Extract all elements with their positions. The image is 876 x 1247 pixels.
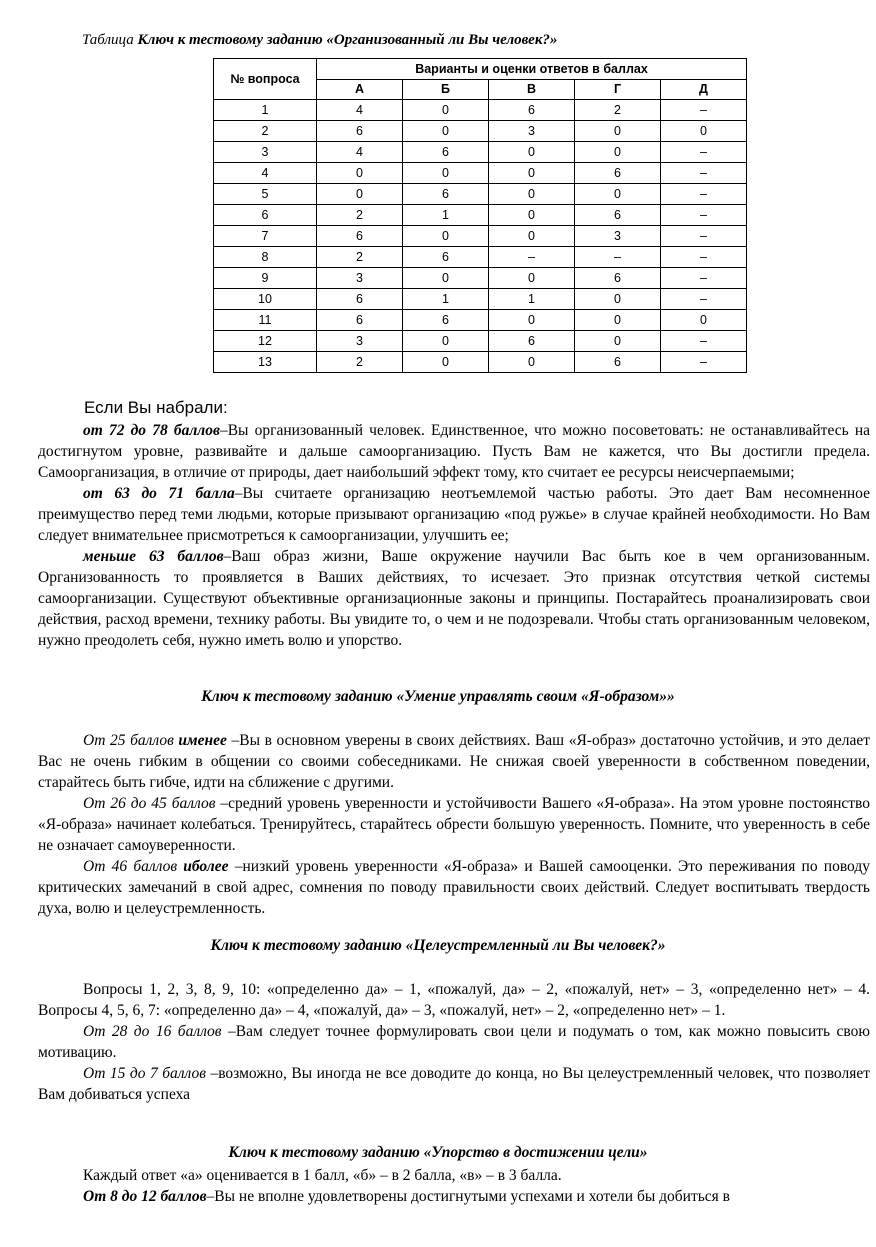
table-row	[214, 163, 747, 184]
answer-option-header: В	[489, 80, 575, 100]
section-heading-self-image: Ключ к тестовому заданию «Умение управлять своим «Я-образом»»	[201, 688, 675, 705]
score-cell: 0	[489, 268, 575, 289]
score-cell: –	[661, 184, 747, 205]
table-row	[214, 142, 747, 163]
score-cell: –	[661, 100, 747, 121]
score-cell: 0	[489, 142, 575, 163]
score-cell: 6	[489, 331, 575, 352]
score-cell: 6	[403, 184, 489, 205]
table-caption-title: Ключ к тестовому заданию «Организованный ли Вы человек?»	[133, 32, 558, 48]
score-cell: –	[661, 163, 747, 184]
section-self-image-results	[38, 730, 870, 919]
result-paragraph: от 63 до 71 балла–Вы считаете организацию неотъемлемой частью работы. Это дает Вам несомненное преимущество перед теми людьми, которые призывают организацию «под ружье» в случае крайней необходимости. Но Вам следует внимательнее присмотреться к самоорганизации, улучшить ее;	[38, 485, 870, 544]
scoring-paragraph: Каждый ответ «а» оценивается в 1 балл, «б» – в 2 балла, «в» – в 3 балла.	[83, 1167, 562, 1184]
question-number-cell: 6	[214, 205, 317, 226]
score-cell: 0	[489, 226, 575, 247]
score-cell: 0	[403, 226, 489, 247]
table-row	[214, 289, 747, 310]
score-cell: 0	[403, 121, 489, 142]
table-row	[214, 121, 747, 142]
score-cell: 0	[403, 352, 489, 373]
score-cell: 6	[317, 121, 403, 142]
section-persistence-results	[38, 1165, 870, 1207]
score-cell: 0	[575, 184, 661, 205]
score-cell: 0	[317, 163, 403, 184]
score-cell: 6	[403, 247, 489, 268]
answer-key-table	[213, 58, 747, 373]
result-paragraph: От 8 до 12 баллов–Вы не вполне удовлетворены достигнутыми успехами и хотели бы добиться в	[83, 1188, 730, 1205]
score-cell: 0	[489, 352, 575, 373]
score-cell: 4	[317, 100, 403, 121]
table-row	[214, 310, 747, 331]
score-cell: 0	[489, 163, 575, 184]
section-purposeful-results	[38, 979, 870, 1105]
question-number-cell: 8	[214, 247, 317, 268]
question-number-cell: 5	[214, 184, 317, 205]
score-cell: 6	[575, 163, 661, 184]
table-row	[214, 226, 747, 247]
answer-option-header: А	[317, 80, 403, 100]
table-row	[214, 268, 747, 289]
score-cell: 3	[489, 121, 575, 142]
score-cell: 2	[575, 100, 661, 121]
table-row	[214, 205, 747, 226]
section-heading-persistence: Ключ к тестовому заданию «Упорство в достижении цели»	[228, 1144, 648, 1161]
result-paragraph: От 15 до 7 баллов –возможно, Вы иногда не все доводите до конца, но Вы целеустремленный человек, что позволяет Вам добиваться успеха	[38, 1065, 870, 1103]
score-cell: –	[661, 247, 747, 268]
score-cell: 6	[489, 100, 575, 121]
score-cell: 1	[403, 289, 489, 310]
score-cell: –	[661, 352, 747, 373]
score-cell: 0	[575, 289, 661, 310]
score-cell: 1	[489, 289, 575, 310]
score-cell: 0	[317, 184, 403, 205]
question-number-cell: 2	[214, 121, 317, 142]
section-heading-purposeful: Ключ к тестовому заданию «Целеустремленный ли Вы человек?»	[210, 937, 666, 954]
table-row	[214, 352, 747, 373]
score-cell: 6	[317, 226, 403, 247]
score-cell: 6	[317, 310, 403, 331]
score-cell: 0	[575, 331, 661, 352]
score-cell: 0	[575, 310, 661, 331]
score-cell: 2	[317, 352, 403, 373]
score-cell: 0	[575, 121, 661, 142]
score-cell: 6	[403, 142, 489, 163]
answer-option-header: Г	[575, 80, 661, 100]
result-paragraph: От 25 баллов именее –Вы в основном уверены в своих действиях. Ваш «Я-образ» достаточно устойчив, и это делает Вас не очень гибким в общении со своими собеседниками. Не снижая своей уверенности в собственном поведении, старайтесь быть гибче, идти на сближение с другими.	[38, 732, 871, 791]
question-number-cell: 4	[214, 163, 317, 184]
score-cell: 0	[403, 268, 489, 289]
result-paragraph: От 28 до 16 баллов –Вам следует точнее формулировать свои цели и подумать о том, как можно повысить свою мотивацию.	[38, 1023, 870, 1061]
score-cell: 1	[403, 205, 489, 226]
score-cell: 0	[403, 163, 489, 184]
answer-option-header: Б	[403, 80, 489, 100]
question-number-cell: 7	[214, 226, 317, 247]
score-cell: 0	[489, 205, 575, 226]
result-paragraph: меньше 63 баллов–Ваш образ жизни, Ваше окружение научили Вас быть кое в чем организованным. Организованность то проявляется в Ваших действиях, то исчезает. Это признак отсутствия четкой системы самоорганизации. Существуют объективные организационные законы и принципы. Постарайтесь проанализировать свои действия, расход времени, технику работы. Вы увидите то, о чем и не подозревали. Чтобы стать организованным человеком, нужно преодолеть себя, нужно иметь волю и упорство.	[38, 548, 870, 649]
question-number-header: № вопроса	[214, 59, 317, 100]
score-cell: 0	[403, 331, 489, 352]
table-caption-prefix: Таблица	[82, 32, 134, 48]
score-cell: –	[575, 247, 661, 268]
result-paragraph: От 26 до 45 баллов –средний уровень уверенности и устойчивости Вашего «Я-образа». На этом уровне постоянство «Я-образа» начинает колебаться. Тренируйтесь, старайтесь обрести большую уверенность. Помните, что уверенность в себе не означает самоуверенности.	[38, 795, 870, 854]
score-cell: –	[661, 205, 747, 226]
scoring-paragraph: Вопросы 1, 2, 3, 8, 9, 10: «определенно да» – 1, «пожалуй, да» – 2, «пожалуй, нет» – 3, «определенно нет» – 4. Вопросы 4, 5, 6, 7: «определенно да» – 4, «пожалуй, да» – 3, «пожалуй, нет» – 2, «определенно нет» – 1.	[38, 981, 870, 1019]
table-row	[214, 331, 747, 352]
score-cell: 6	[575, 205, 661, 226]
table-row	[214, 247, 747, 268]
score-cell: 6	[403, 310, 489, 331]
score-cell: –	[661, 226, 747, 247]
question-number-cell: 10	[214, 289, 317, 310]
score-cell: –	[661, 331, 747, 352]
score-cell: –	[661, 142, 747, 163]
score-cell: 3	[575, 226, 661, 247]
score-cell: 0	[489, 310, 575, 331]
result-paragraph: от 72 до 78 баллов–Вы организованный человек. Единственное, что можно посоветовать: не останавливайтесь на достигнутом уровне, развивайте и дальше самоорганизацию. Пусть Вам не кажется, что Вы достигли предела. Самоорганизация, в отличие от природы, дает наибольший эффект тому, кто считает ее ресурсы неисчерпаемыми;	[38, 422, 870, 481]
score-cell: 3	[317, 268, 403, 289]
score-cell: 3	[317, 331, 403, 352]
score-cell: 0	[403, 100, 489, 121]
score-cell: 0	[661, 121, 747, 142]
question-number-cell: 9	[214, 268, 317, 289]
table-row	[214, 100, 747, 121]
score-cell: 6	[575, 268, 661, 289]
score-cell: 2	[317, 247, 403, 268]
score-cell: 6	[317, 289, 403, 310]
score-cell: –	[661, 268, 747, 289]
answer-options-header: Варианты и оценки ответов в баллах	[317, 59, 747, 80]
score-cell: 4	[317, 142, 403, 163]
score-cell: 0	[489, 184, 575, 205]
score-cell: –	[489, 247, 575, 268]
results-lead: Если Вы набрали:	[84, 398, 228, 417]
table-caption	[82, 32, 557, 49]
table-row	[214, 184, 747, 205]
score-cell: 0	[661, 310, 747, 331]
question-number-cell: 12	[214, 331, 317, 352]
question-number-cell: 11	[214, 310, 317, 331]
question-number-cell: 3	[214, 142, 317, 163]
section-organized-results	[38, 420, 870, 651]
question-number-cell: 1	[214, 100, 317, 121]
score-cell: 6	[575, 352, 661, 373]
score-cell: 0	[575, 142, 661, 163]
score-cell: 2	[317, 205, 403, 226]
question-number-cell: 13	[214, 352, 317, 373]
result-paragraph: От 46 баллов иболее –низкий уровень уверенности «Я-образа» и Вашей самооценки. Это переживания по поводу критических замечаний в свой адрес, сомнения по поводу правильности своих действий. Следует воспитывать твердость духа, волю и целеустремленность.	[38, 858, 870, 917]
answer-option-header: Д	[661, 80, 747, 100]
score-cell: –	[661, 289, 747, 310]
